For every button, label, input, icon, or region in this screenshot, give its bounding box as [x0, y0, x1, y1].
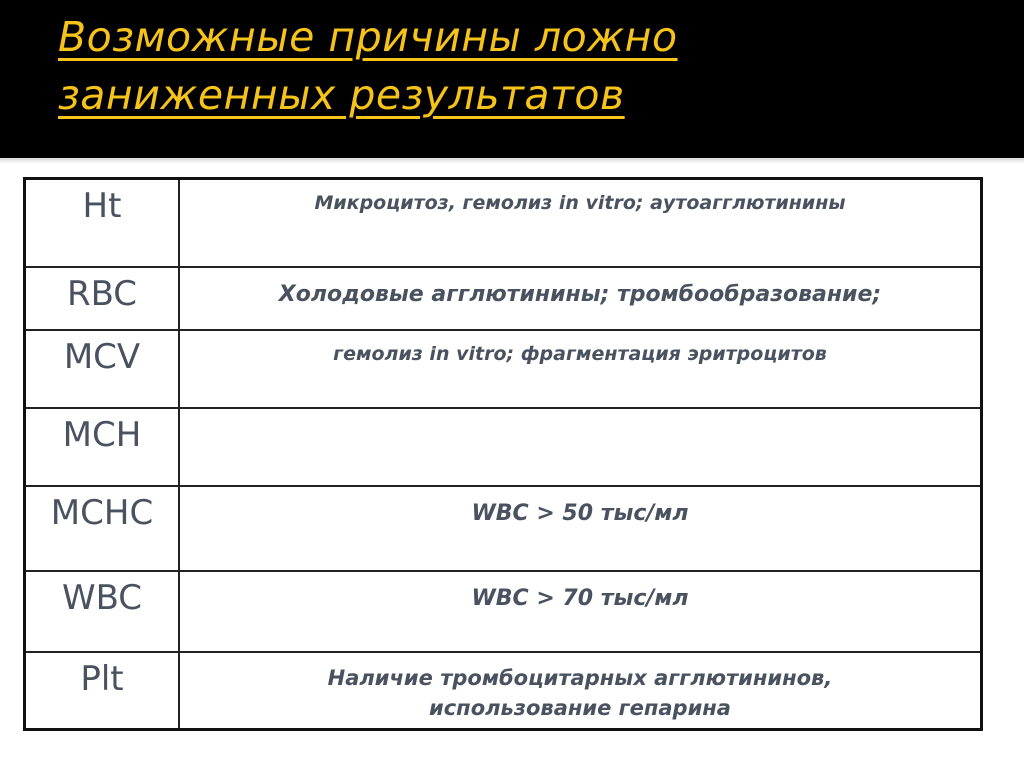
cause-cell [179, 408, 982, 486]
parameter-cell: Plt [25, 652, 180, 730]
slide-title-line-1: Возможные причины ложно [58, 13, 678, 61]
slide-title [58, 8, 678, 124]
parameter-cell: RBC [25, 267, 180, 330]
table-row [25, 652, 982, 730]
cause-line-1: Наличие тромбоцитарных агглютининов, [327, 665, 833, 690]
parameter-cell: Ht [25, 179, 180, 267]
table-row [25, 179, 982, 267]
table-row [25, 571, 982, 652]
cause-cell: гемолиз in vitro; фрагментация эритроцитов [179, 330, 982, 408]
cause-cell: Микроцитоз, гемолиз in vitro; аутоагглютинины [179, 179, 982, 267]
header-divider [0, 158, 1024, 164]
table-row [25, 486, 982, 571]
parameter-cell: MCHC [25, 486, 180, 571]
cause-line-2: использование гепарина [429, 695, 731, 720]
table-row [25, 408, 982, 486]
parameter-cell: MCH [25, 408, 180, 486]
parameter-cell: WBC [25, 571, 180, 652]
table-row [25, 330, 982, 408]
cause-cell: Холодовые агглютинины; тромбообразование; [179, 267, 982, 330]
causes-table [23, 177, 983, 731]
slide-title-line-2: заниженных результатов [58, 71, 625, 119]
cause-cell: WBC > 50 тыс/мл [179, 486, 982, 571]
cause-cell [179, 652, 982, 730]
table-row [25, 267, 982, 330]
parameter-cell: MCV [25, 330, 180, 408]
cause-cell: WBC > 70 тыс/мл [179, 571, 982, 652]
